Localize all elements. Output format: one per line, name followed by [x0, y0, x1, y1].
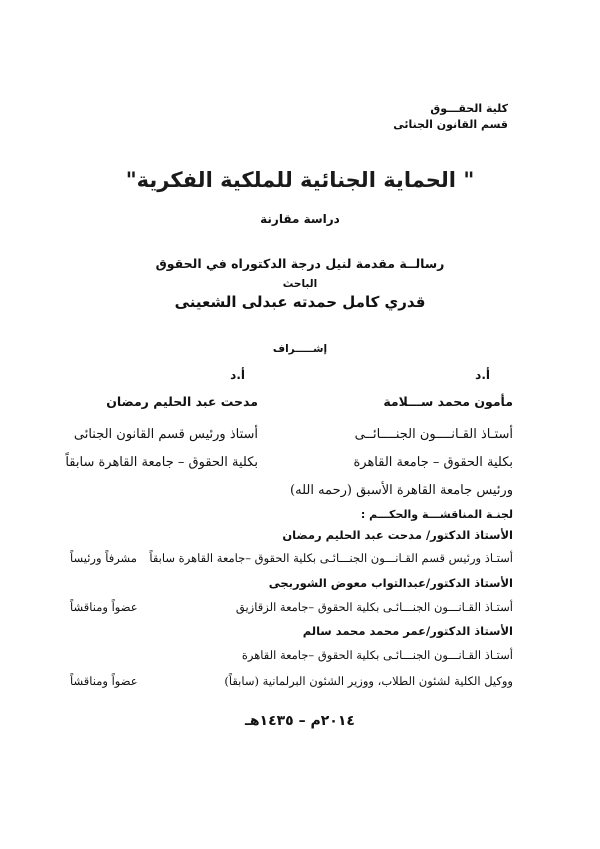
supervision-label: إشـــــراف	[272, 343, 328, 355]
member-1-name: الأستاذ الدكتور/ مدحت عبد الحليم رمضان	[282, 528, 513, 542]
thesis-title: " الحماية الجنائية للملكية الفكرية"	[125, 168, 475, 192]
supervisor-2-rank: أ.د	[230, 368, 245, 382]
supervisor-1-position: أستـاذ القـانــــون الجنــــائــى	[354, 427, 513, 442]
supervisor-2-name: مدحت عبد الحليم رمضان	[106, 394, 258, 409]
researcher-name: قدري كامل حمدته عبدلى الشعينى	[174, 293, 426, 311]
member-3-line-2: ووكيل الكلية لشئون الطلاب، ووزير الشئون البرلمانية (سابقاً)	[224, 674, 513, 688]
thesis-date: ٢٠١٤م – ١٤٣٥هـ	[245, 713, 355, 729]
faculty-name: كلية الحقـــوق	[430, 102, 508, 115]
supervisor-2-position: أستاذ ورئيس قسم القانون الجنائى	[73, 427, 258, 442]
member-3-name: الأستاذ الدكتور/عمر محمد محمد سالم	[302, 624, 513, 638]
member-2-role: عضواً ومناقشاً	[70, 600, 138, 614]
supervisor-1-name: مأمون محمد ســـلامة	[383, 394, 513, 409]
member-1-line-1: أستـاذ ورئيس قسم القـانـــون الجنـــائـى بكلية الحقوق –جامعة القاهرة سابقاً	[149, 551, 513, 565]
supervisor-1-extra: ورئيس جامعة القاهرة الأسبق (رحمه الله)	[290, 483, 513, 498]
faculty-header	[393, 101, 508, 133]
committee-label: لجنـة المناقشـــة والحكـــم :	[360, 508, 513, 521]
thesis-subtitle: دراسة مقارنة	[260, 212, 340, 226]
member-2-name: الأستاذ الدكتور/عبدالتواب معوض الشوربجى	[268, 576, 513, 590]
supervisor-1-rank: أ.د	[475, 368, 490, 382]
researcher-label: الباحث	[282, 278, 318, 290]
member-2-line-1: أستـاذ القـانـــون الجنـــائـى بكلية الحقوق –جامعة الزقازيق	[235, 600, 513, 614]
member-1-role: مشرفاً ورئيساً	[70, 551, 137, 565]
member-3-role: عضواً ومناقشاً	[70, 674, 138, 688]
supervisor-2-affiliation: بكلية الحقوق – جامعة القاهرة سابقاً	[65, 455, 258, 470]
thesis-purpose: رسالــة مقدمة لنيل درجة الدكتوراه في الحقوق	[155, 256, 445, 271]
member-3-line-1: أستـاذ القـانـــون الجنـــائـى بكلية الحقوق –جامعة القاهرة	[241, 648, 513, 662]
supervisor-1-affiliation: بكلية الحقوق – جامعة القاهرة	[353, 455, 513, 470]
department-name: قسم القانون الجنائى	[393, 118, 508, 131]
